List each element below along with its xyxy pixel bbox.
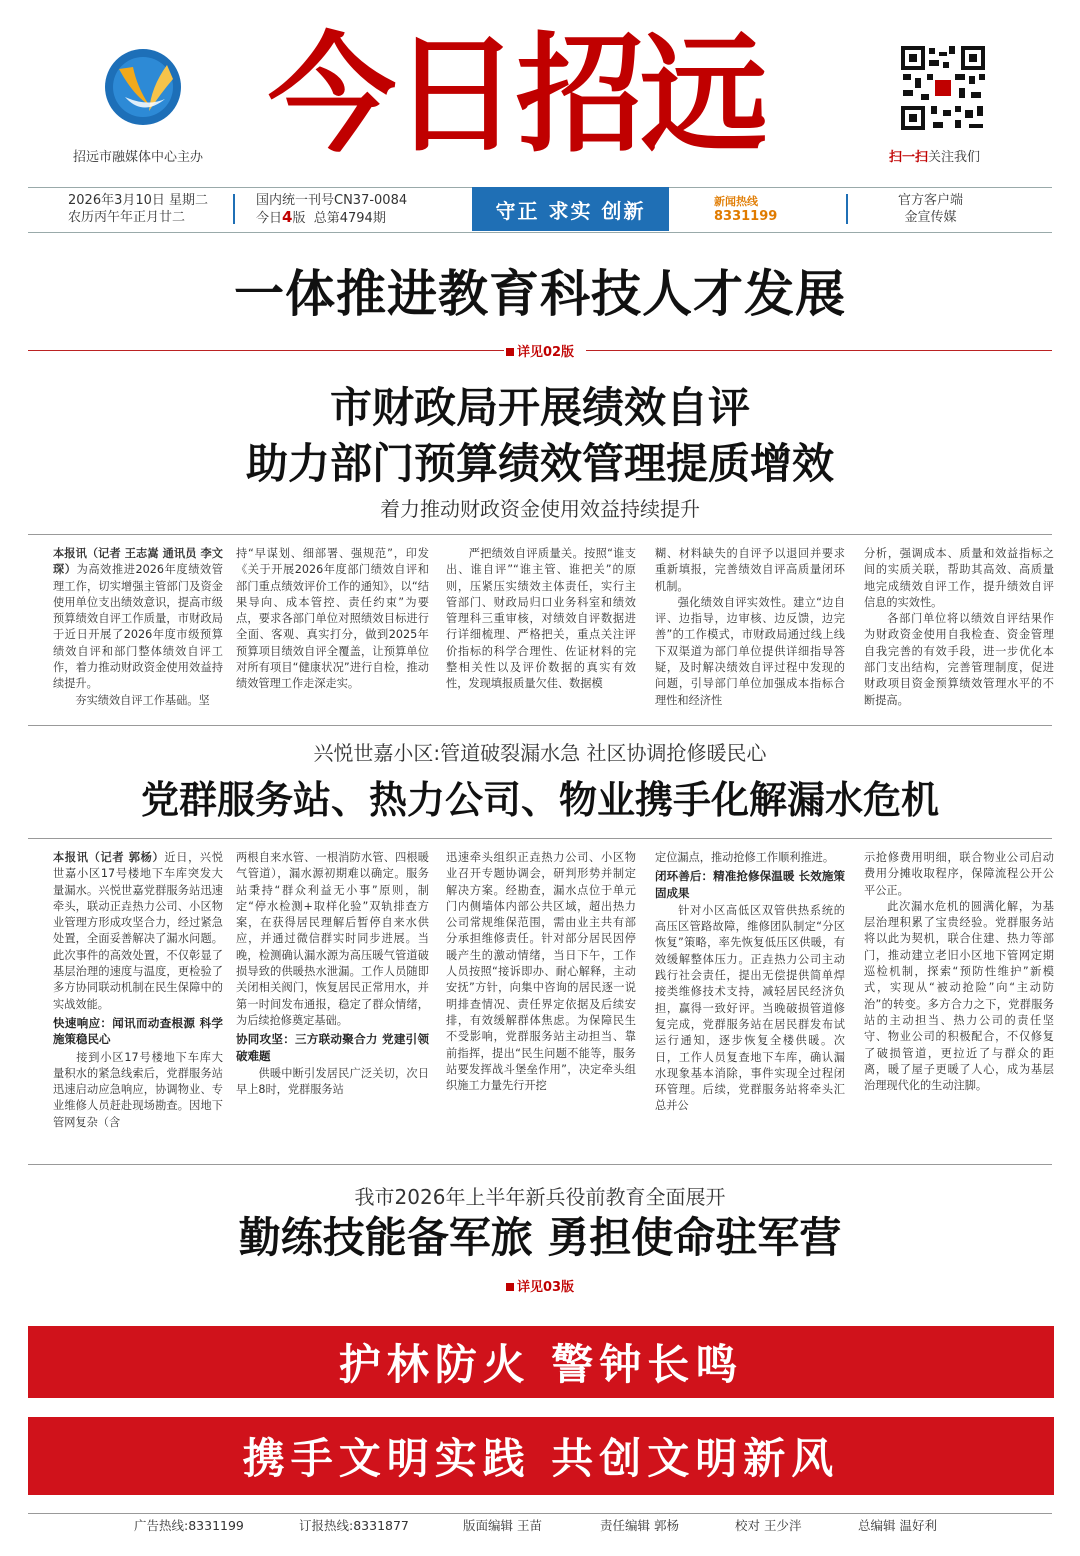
see-page-02[interactable]: 详见02版 bbox=[0, 341, 1080, 360]
article1-title-line2: 助力部门预算绩效管理提质增效 bbox=[245, 439, 834, 488]
article2-column-5: 示抢修费用明细，联合物业公司启动费用分摊收取程序，保障流程公开公平公正。 此次漏水危机的圆满化解，为基层治理积累了宝贵经验。党群服务站将以此为契机，联合住建、热力等部门，推动建立老旧小区地下管网定期巡检机制，探索“预防性维护”新模式，实现从“被动抢险”向“主动防治”的转变。多方合力之下，党群服务站的主动担当、热力公司的责任坚守、物业公司的积极配合，不仅修复了破损管道，更拉近了与群众的距离，暖了屋子更暖了人心，成为基层治理现代化的生动注脚。 bbox=[864, 851, 1054, 1093]
footer bbox=[28, 1513, 1052, 1542]
scan-hint: 扫一扫关注我们 bbox=[889, 150, 981, 165]
issue-info: 国内统一刊号CN37-0084 今日4版 总第4794期 bbox=[256, 193, 408, 226]
article1-column-3: 严把绩效自评质量关。按照“谁支出、谁自评”“谁主管、谁把关”的原则，压紧压实绩效主体责任，实行主管部门、财政局归口业务科室和绩效管理科三重审核，对绩效自评数据进行详细梳理、严格把关，重点关注评价指标的科学合理性、佐证材料的完整相关性以及评价数据的真实有效性，发现填报质量欠佳、数据模 bbox=[446, 547, 636, 691]
banner-fire-prevention: 护林防火 警钟长鸣 bbox=[28, 1326, 1054, 1398]
official-client: 官方客户端 金宣传媒 bbox=[898, 193, 964, 225]
see-page-03[interactable]: 详见03版 bbox=[0, 1276, 1080, 1295]
divider bbox=[28, 534, 1052, 535]
article2-column-4: 定位漏点，推动抢修工作顺利推进。 闭环善后：精准抢修保温暖 长效施策固成果 针对小区高低区双管供热系统的高压区管路故障，维修团队制定“分区恢复”策略，率先恢复低压区供暖，有效缓解整体压力。正垚热力公司主动践行社会责任，提出无偿提供简单焊接类维修技术支持，减轻居民经济负担，赢得一致好评。当晚破损管道修复完成，党群服务站在居民群发布试运行通知，逐步恢复全楼供暖。次日，工作人员复查地下车库，确认漏水现象基本消除，事件实现全过程闭环管理。后续，党群服务站将牵头汇总并公 bbox=[655, 851, 845, 1113]
divider bbox=[28, 725, 1052, 726]
article2-column-2: 两根自来水管、一根消防水管、四根暖气管道），漏水源初期难以确定。服务站秉持“群众利益无小事”原则，制定“停水检测+取样化验”双轨排查方案，在获得居民理解后暂停自来水供应，并通过微信群实时同步进展。当晚，检测确认漏水源为高压暖气管道破损导致的供暖热水泄漏。工作人员随即关闭相关阀门，恢复居民正常用水，并第一时间发布通报，稳定了群众情绪，为后续抢修奠定基础。 协同攻坚：三方联动聚合力 党建引领破难题 供暖中断引发居民广泛关切，次日早上8时，党群服务站 bbox=[236, 851, 429, 1097]
article1-column-5: 分析，强调成本、质量和效益指标之间的实质关联，帮助其高效、高质量地完成绩效自评工作，提升绩效自评信息的实效性。 各部门单位将以绩效自评结果作为财政资金使用自我检查、资金管理自我完善的有效手段，进一步优化本部门支出结构，完善管理制度，促进财政项目资金预算绩效管理水平的不断提高。 bbox=[864, 547, 1054, 707]
article1-subtitle: 着力推动财政资金使用效益持续提升 bbox=[380, 497, 700, 521]
divider bbox=[586, 350, 1052, 351]
proofreader: 校对 王少泮 bbox=[735, 1518, 802, 1533]
divider bbox=[28, 1164, 1052, 1165]
article2-column-3: 迅速牵头组织正垚热力公司、小区物业召开专题协调会，研判形势并制定解决方案。经勘查，漏水点位于单元门内侧墙体内部公共区域，超出热力公司常规维保范围，需由业主共有部分承担维修责任。针对部分居民因停暖产生的激动情绪，当日下午，工作人员按照“接诉即办、耐心解释，主动安抚”方针，向集中咨询的居民逐一说明排查情况、责任界定依据及后续安排，有效缓解群体焦虑。为保障民生不受影响，党群服务站主动担当、靠前指挥，提出“民生问题不能等，服务站要发挥战斗堡垒作用”，决定牵头组织施工力量先行开挖 bbox=[446, 851, 636, 1093]
logo-icon bbox=[103, 47, 183, 127]
newspaper-title: 今日招远 bbox=[268, 20, 765, 170]
divider bbox=[846, 194, 848, 224]
headline-education: 一体推进教育科技人才发展 bbox=[234, 265, 846, 323]
article1-column-2: 持“早谋划、细部署、强规范”，印发《关于开展2026年度部门绩效自评和部门重点绩效评价工作的通知》，以“结果导向、成本管控、责任约束”为要点，要求各部门单位对照绩效目标进行全面、客观、真实打分，做到2025年预算项目绩效自评全覆盖，让预算单位对所有项目“健康状况”进行自检，推动绩效管理工作走深走实。 bbox=[236, 547, 429, 691]
article3-title: 勤练技能备军旅 勇担使命驻军营 bbox=[238, 1213, 842, 1262]
subscription-hotline: 订报热线:8331877 bbox=[299, 1518, 409, 1533]
info-bar bbox=[28, 187, 1052, 233]
qr-code-icon bbox=[899, 44, 987, 132]
host-label: 招远市融媒体中心主办 bbox=[73, 150, 204, 165]
layout-editor: 版面编辑 王苗 bbox=[463, 1518, 542, 1533]
article1-column-1: 本报讯（记者 王志嵩 通讯员 李文琛）为高效推进2026年度绩效管理工作，切实增强主管部门及资金使用单位支出绩效意识，提高市级预算绩效自评工作质量，市财政局于近日开展了2026年度市级预算绩效自评和部门整体绩效自评工作，着力推动财政资金使用效益持续提升。 夯实绩效自评工作基础。坚 bbox=[53, 547, 223, 707]
article1-title-line1: 市财政局开展绩效自评 bbox=[329, 383, 750, 432]
chief-editor: 总编辑 温好利 bbox=[858, 1518, 937, 1533]
news-hotline: 新闻热线 8331199 bbox=[714, 195, 778, 224]
ad-hotline: 广告热线:8331199 bbox=[134, 1518, 244, 1533]
article3-kicker: 我市2026年上半年新兵役前教育全面展开 bbox=[354, 1185, 726, 1209]
duty-editor: 责任编辑 郭杨 bbox=[600, 1518, 679, 1533]
divider bbox=[28, 838, 1052, 839]
article2-column-1: 本报讯（记者 郭杨）近日，兴悦世嘉小区17号楼地下车库突发大量漏水。兴悦世嘉党群服务站迅速牵头，联动正垚热力公司、小区物业管理方形成攻坚合力，经过紧急处置，全面妥善解决了漏水问题。此次事件的高效处置，不仅彰显了基层治理的速度与温度，更检验了多方协同联动机制在民生保障中的实战效能。 快速响应：闻讯而动查根源 科学施策稳民心 接到小区17号楼地下车库大量积水的紧急线索后，党群服务站迅速启动应急响应，协调物业、专业维修人员赶赴现场勘查。因地下管网复杂（含 bbox=[53, 851, 223, 1129]
divider bbox=[233, 194, 235, 224]
article2-title: 党群服务站、热力公司、物业携手化解漏水危机 bbox=[140, 778, 939, 822]
article1-column-4: 糊、材料缺失的自评予以退回并要求重新填报，完善绩效自评高质量闭环机制。 强化绩效自评实效性。建立“边自评、边指导，边审核、边反馈，边完善”的工作模式，市财政局通过线上线下双渠道为部门单位提供详细指导答疑，及时解决绩效自评过程中发现的问题，引导部门单位加强成本指标合理性和经济性 bbox=[655, 547, 845, 707]
banner-civilization: 携手文明实践 共创文明新风 bbox=[28, 1417, 1054, 1495]
issue-date: 2026年3月10日 星期二 农历丙午年正月廿二 bbox=[68, 193, 209, 225]
article2-kicker: 兴悦世嘉小区:管道破裂漏水急 社区协调抢修暖民心 bbox=[313, 741, 767, 765]
motto-badge: 守正 求实 创新 bbox=[472, 187, 669, 231]
